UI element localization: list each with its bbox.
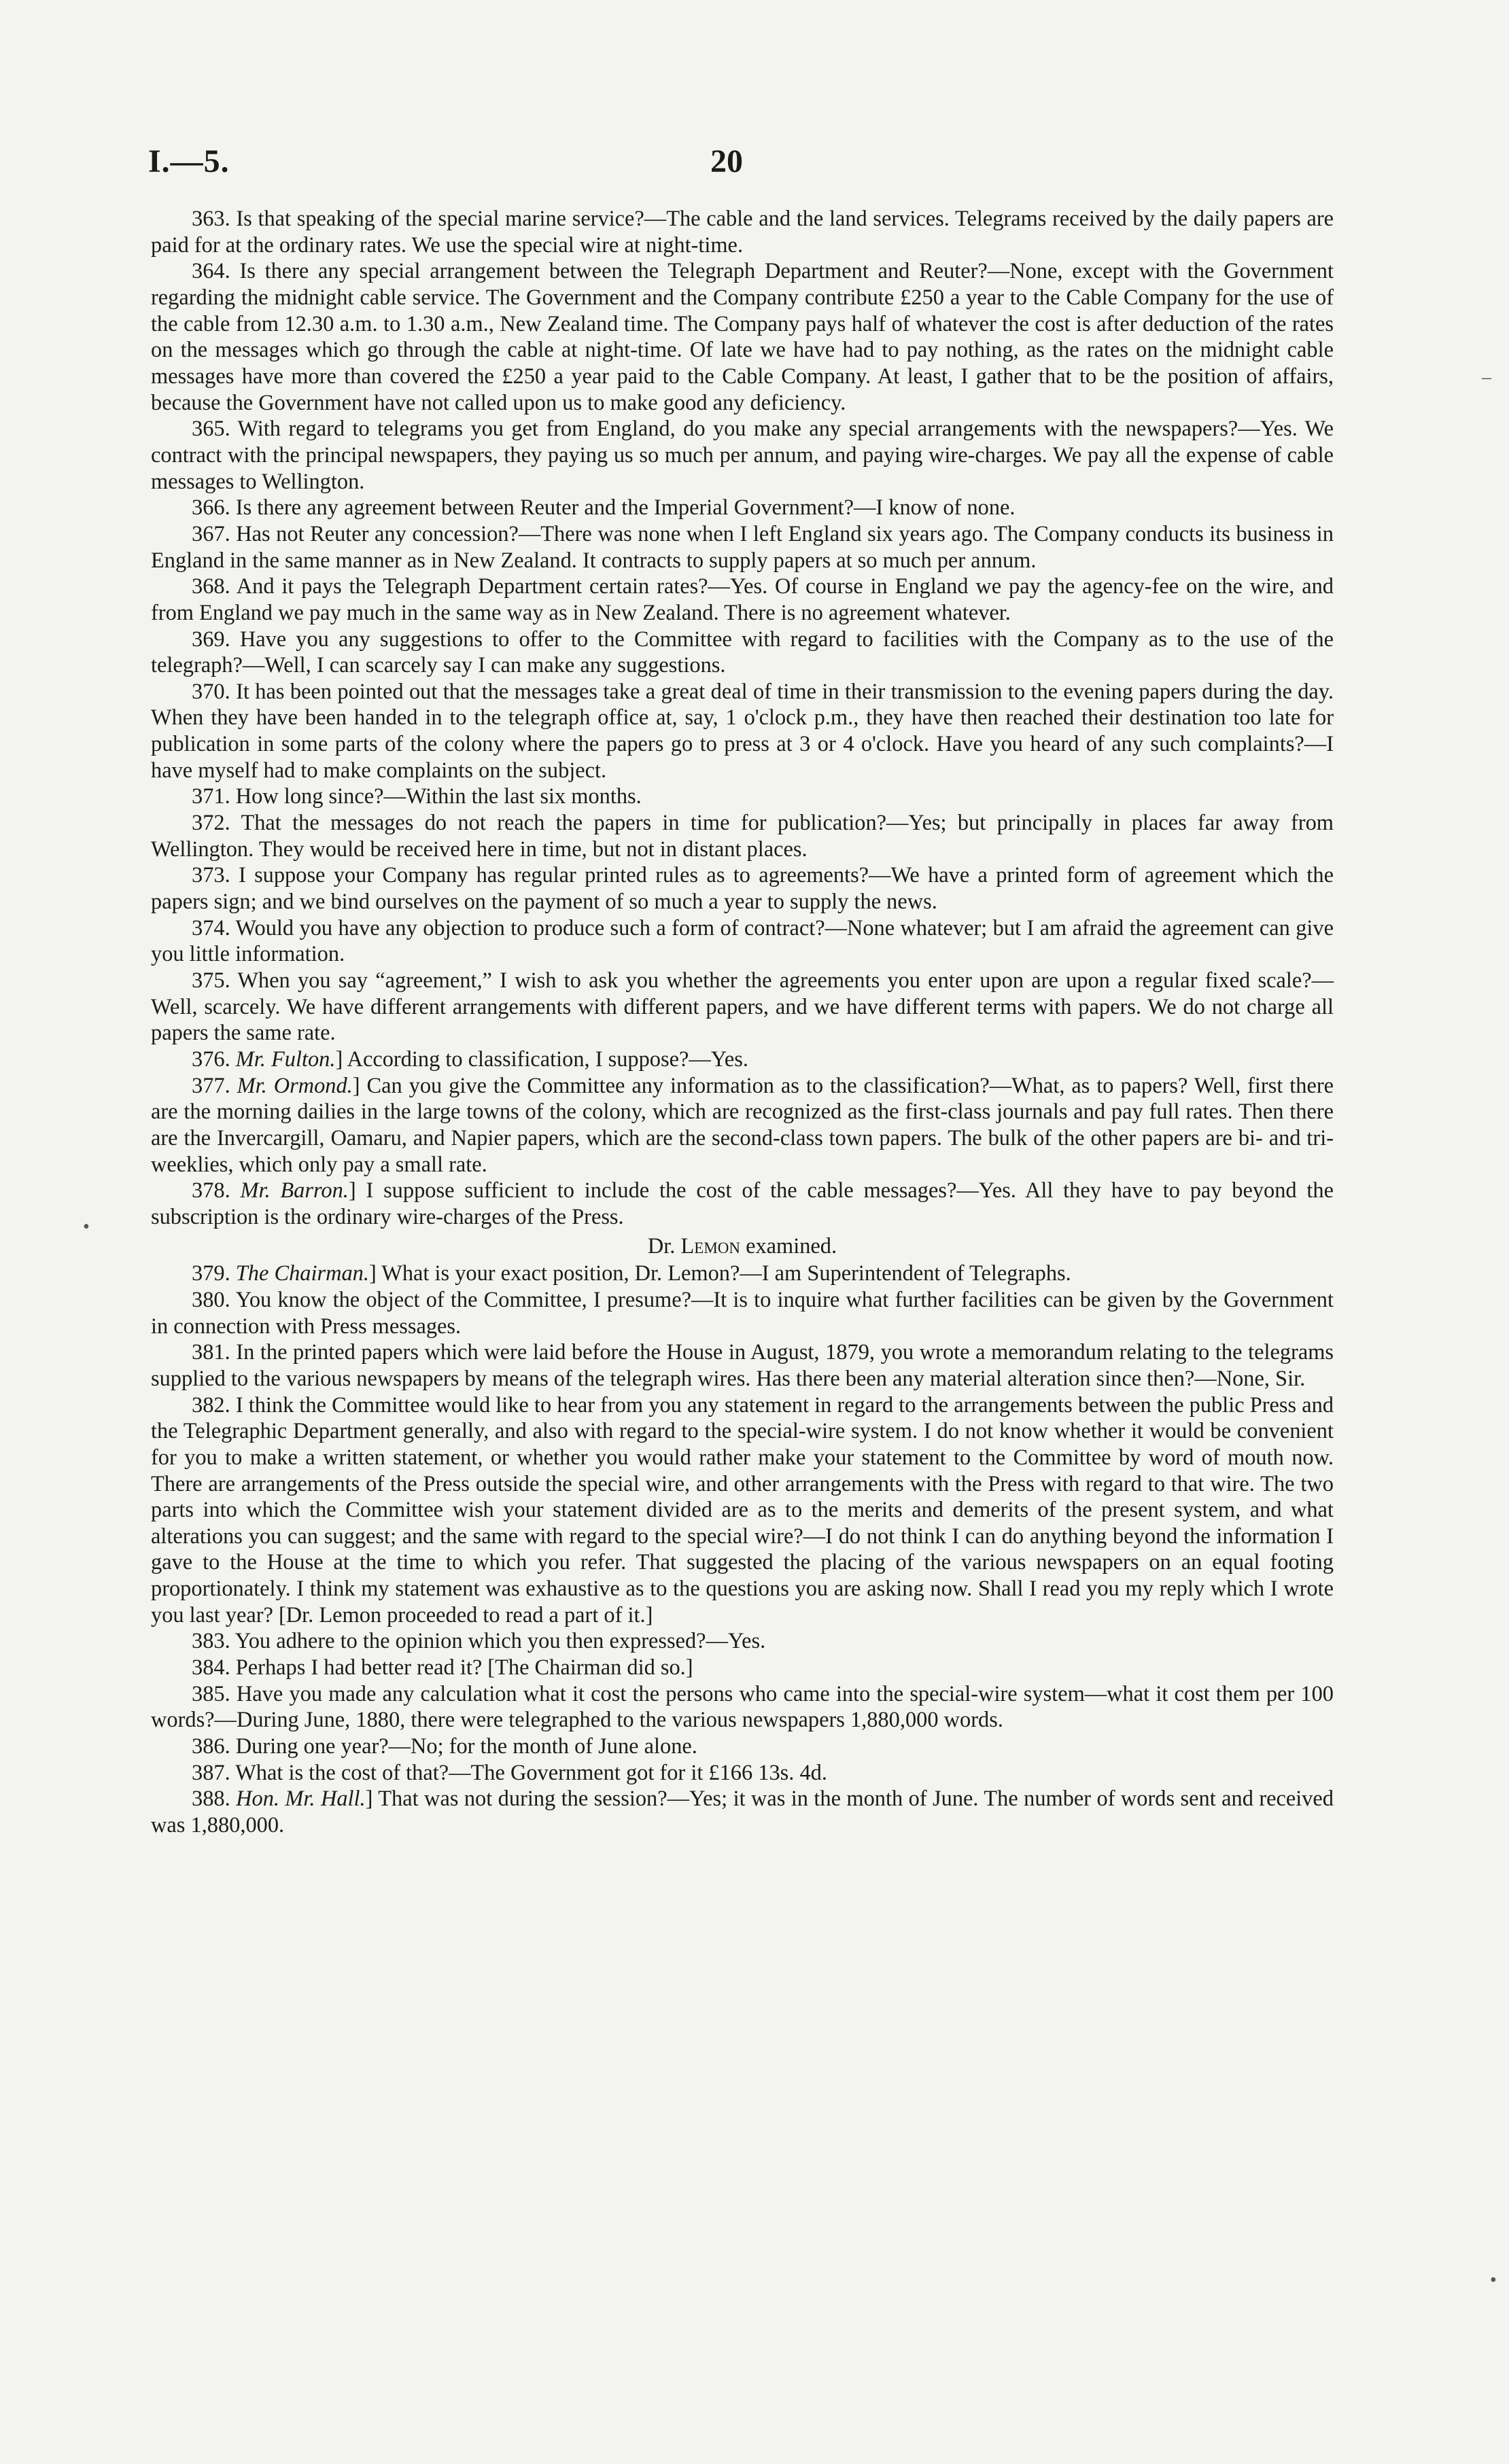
question-text: What is the cost of that?—The Government got for it £166 13s. 4d.: [235, 1760, 827, 1785]
question-number: 369.: [192, 627, 240, 652]
question-number: 375.: [192, 968, 238, 993]
question-paragraph: [151, 258, 1334, 416]
question-paragraph: [151, 1339, 1334, 1392]
document-reference: I.—5.: [148, 143, 230, 179]
question-number: 368.: [192, 574, 237, 599]
question-number: 387.: [192, 1760, 236, 1785]
question-paragraph: [151, 1628, 1334, 1655]
speaker-name: Mr. Ormond.: [237, 1073, 353, 1098]
question-paragraph: [151, 574, 1334, 626]
question-paragraph: [151, 784, 1334, 810]
question-text: ] Can you give the Committee any information as to the classification?—What, as to papers? Well, first there are the morning dailies in the large towns of the colony, which are recognized as the first-class journals and pay full rates. Then there are the Invercargill, Oamaru, and Napier papers, which are the second-class town papers. The bulk of the other papers are bi- and tri-weeklies, which only pay a small rate.: [151, 1073, 1334, 1177]
question-text: ] According to classification, I suppose?—Yes.: [335, 1047, 748, 1072]
question-text: That the messages do not reach the papers in time for publication?—Yes; but principally in places far away from Wellington. They would be received here in time, but not in distant places.: [151, 811, 1334, 862]
question-paragraph: [151, 206, 1334, 258]
margin-dash-mark: –: [1482, 367, 1491, 388]
question-text: How long since?—Within the last six months.: [235, 784, 642, 809]
question-text: I think the Committee would like to hear from you any statement in regard to the arrangements between the public Press and the Telegraphic Department generally, and also with regard to the special-wire system. I do not know whether it would be convenient for you to make a written statement, or whether you would rather make your statement to the Committee by word of mouth now. There are arrangements of the Press outside the special wire, and other arrangements with the Press with regard to that wire. The two parts into which the Committee wish your statement divided are as to the merits and demerits of the present system, and what alterations you can suggest; and the same with regard to the special wire?—I do not think I can do anything beyond the information I gave to the House at the time to which you refer. That suggested the placing of the various newspapers on an equal footing proportionately. I think my statement was exhaustive as to the questions you are asking now. Shall I read you my reply which I wrote you last year? [Dr. Lemon proceeded to read a part of it.]: [151, 1392, 1334, 1627]
question-text: I suppose your Company has regular printed rules as to agreements?—We have a printed form of agreement which the papers sign; and we bind ourselves on the payment of so much a year to supply the news.: [151, 863, 1334, 915]
question-paragraph: [151, 1261, 1334, 1287]
section-heading: [151, 1233, 1334, 1260]
question-number: 364.: [192, 259, 240, 284]
question-paragraph: [151, 968, 1334, 1046]
question-paragraph: [151, 1786, 1334, 1838]
page-number: 20: [710, 143, 743, 179]
question-number: 382.: [192, 1392, 236, 1418]
document-body: [151, 206, 1334, 1839]
heading-suffix: examined.: [740, 1233, 837, 1259]
margin-dot-mark: •: [1490, 2270, 1497, 2291]
question-number: 376.: [192, 1047, 236, 1072]
question-number: 373.: [192, 863, 239, 888]
question-text: ] I suppose sufficient to include the cost of the cable messages?—Yes. All they have to pay beyond the subscription is the ordinary wire-charges of the Press.: [151, 1178, 1334, 1229]
question-text: ] What is your exact position, Dr. Lemon?—I am Superintendent of Telegraphs.: [368, 1261, 1071, 1286]
question-number: 367.: [192, 521, 237, 546]
evidence-part-1: [151, 206, 1334, 1231]
question-number: 371.: [192, 784, 236, 809]
question-paragraph: [151, 1681, 1334, 1733]
question-text: Is that speaking of the special marine service?—The cable and the land services. Telegrams received by the daily papers are paid for at the ordinary rates. We use the special wire at night-time.: [151, 207, 1334, 258]
question-paragraph: [151, 1178, 1334, 1230]
question-text: Have you made any calculation what it cost the persons who came into the special-wire system—what it cost them per 100 words?—During June, 1880, there were telegraphed to the various newspapers 1,880,000 words.: [151, 1681, 1334, 1733]
question-paragraph: [151, 627, 1334, 679]
question-paragraph: [151, 915, 1334, 968]
question-number: 385.: [192, 1681, 237, 1706]
question-number: 386.: [192, 1734, 236, 1759]
question-paragraph: [151, 862, 1334, 915]
question-text: You adhere to the opinion which you then expressed?—Yes.: [235, 1629, 766, 1654]
question-text: You know the object of the Committee, I presume?—It is to inquire what further facilities can be given by the Government in connection with Press messages.: [151, 1287, 1334, 1339]
question-paragraph: [151, 1760, 1334, 1787]
question-number: 378.: [192, 1178, 241, 1203]
speaker-name: Mr. Barron.: [240, 1178, 349, 1203]
question-text: When you say “agreement,” I wish to ask you whether the agreements you enter upon are upon a regular fixed scale?—Well, scarcely. We have different arrangements with different papers, and we have different terms with papers. We do not charge all papers the same rate.: [151, 968, 1334, 1046]
question-paragraph: [151, 1392, 1334, 1629]
question-number: 383.: [192, 1629, 235, 1654]
question-text: Is there any agreement between Reuter and the Imperial Government?—I know of none.: [235, 495, 1016, 521]
question-text: Would you have any objection to produce such a form of contract?—None whatever; but I am afraid the agreement can give you little information.: [151, 915, 1334, 967]
question-text: And it pays the Telegraph Department certain rates?—Yes. Of course in England we pay the agency-fee on the wire, and from England we pay much in the same way as in New Zealand. There is no agreement whatever.: [151, 574, 1334, 625]
speaker-name: The Chairman.: [235, 1261, 369, 1286]
question-number: 365.: [192, 417, 238, 442]
question-text: Is there any special arrangement between the Telegraph Department and Reuter?—None, except with the Government regarding the midnight cable service. The Government and the Company contribute £250 a year to the Cable Company for the use of the cable from 12.30 a.m. to 1.30 a.m., New Zealand time. The Company pays half of whatever the cost is after deduction of the rates on the messages which go through the cable at night-time. Of late we have had to pay nothing, as the rates on the midnight cable messages have more than covered the £250 a year paid to the Cable Company. At least, I gather that to be the position of affairs, because the Government have not called upon us to make good any deficiency.: [151, 259, 1334, 415]
question-paragraph: [151, 416, 1334, 495]
question-number: 377.: [192, 1073, 237, 1098]
heading-prefix: Dr.: [647, 1233, 681, 1259]
question-number: 384.: [192, 1655, 236, 1680]
question-paragraph: [151, 495, 1334, 521]
speaker-name: Mr. Fulton.: [235, 1047, 336, 1072]
question-paragraph: [151, 1046, 1334, 1073]
question-number: 388.: [192, 1787, 237, 1812]
question-text: Has not Reuter any concession?—There was none when I left England six years ago. The Company conducts its business in England in the same manner as in New Zealand. It contracts to supply papers at so much per annum.: [151, 521, 1334, 573]
question-paragraph: [151, 1287, 1334, 1339]
question-text: ] That was not during the session?—Yes; it was in the month of June. The number of words sent and received was 1,880,000.: [151, 1787, 1334, 1838]
question-paragraph: [151, 1655, 1334, 1681]
question-number: 381.: [192, 1340, 237, 1365]
question-text: With regard to telegrams you get from England, do you make any special arrangements with the newspapers?—Yes. We contract with the principal newspapers, they paying us so much per annum, and paying wire-charges. We pay all the expense of cable messages to Wellington.: [151, 417, 1334, 494]
question-number: 363.: [192, 207, 237, 231]
margin-dot-mark: •: [83, 1216, 90, 1237]
question-paragraph: [151, 679, 1334, 784]
question-text: Have you any suggestions to offer to the Committee with regard to facilities with the Company as to the use of the telegraph?—Well, I can scarcely say I can make any suggestions.: [151, 627, 1334, 678]
question-number: 380.: [192, 1287, 236, 1312]
question-number: 379.: [192, 1261, 236, 1286]
question-number: 374.: [192, 915, 236, 940]
question-paragraph: [151, 810, 1334, 862]
question-text: It has been pointed out that the messages take a great deal of time in their transmission to the evening papers during the day. When they have been handed in to the telegraph office at, say, 1 o'clock p.m., they have then reached their destination too late for publication in some parts of the colony where the papers go to press at 3 or 4 o'clock. Have you heard of any such complaints?—I have myself had to make complaints on the subject.: [151, 679, 1334, 783]
question-number: 372.: [192, 811, 241, 836]
evidence-part-2: [151, 1261, 1334, 1838]
question-text: Perhaps I had better read it? [The Chairman did so.]: [235, 1655, 693, 1680]
question-paragraph: [151, 1733, 1334, 1760]
question-paragraph: [151, 1073, 1334, 1178]
question-text: During one year?—No; for the month of June alone.: [235, 1734, 697, 1759]
heading-name: Lemon: [680, 1233, 740, 1259]
question-number: 370.: [192, 679, 237, 704]
question-text: In the printed papers which were laid before the House in August, 1879, you wrote a memorandum relating to the telegrams supplied to the various newspapers by means of the telegraph wires. Has there been any material alteration since then?—None, Sir.: [151, 1340, 1334, 1391]
question-paragraph: [151, 521, 1334, 574]
speaker-name: Hon. Mr. Hall.: [236, 1787, 366, 1812]
question-number: 366.: [192, 495, 236, 521]
